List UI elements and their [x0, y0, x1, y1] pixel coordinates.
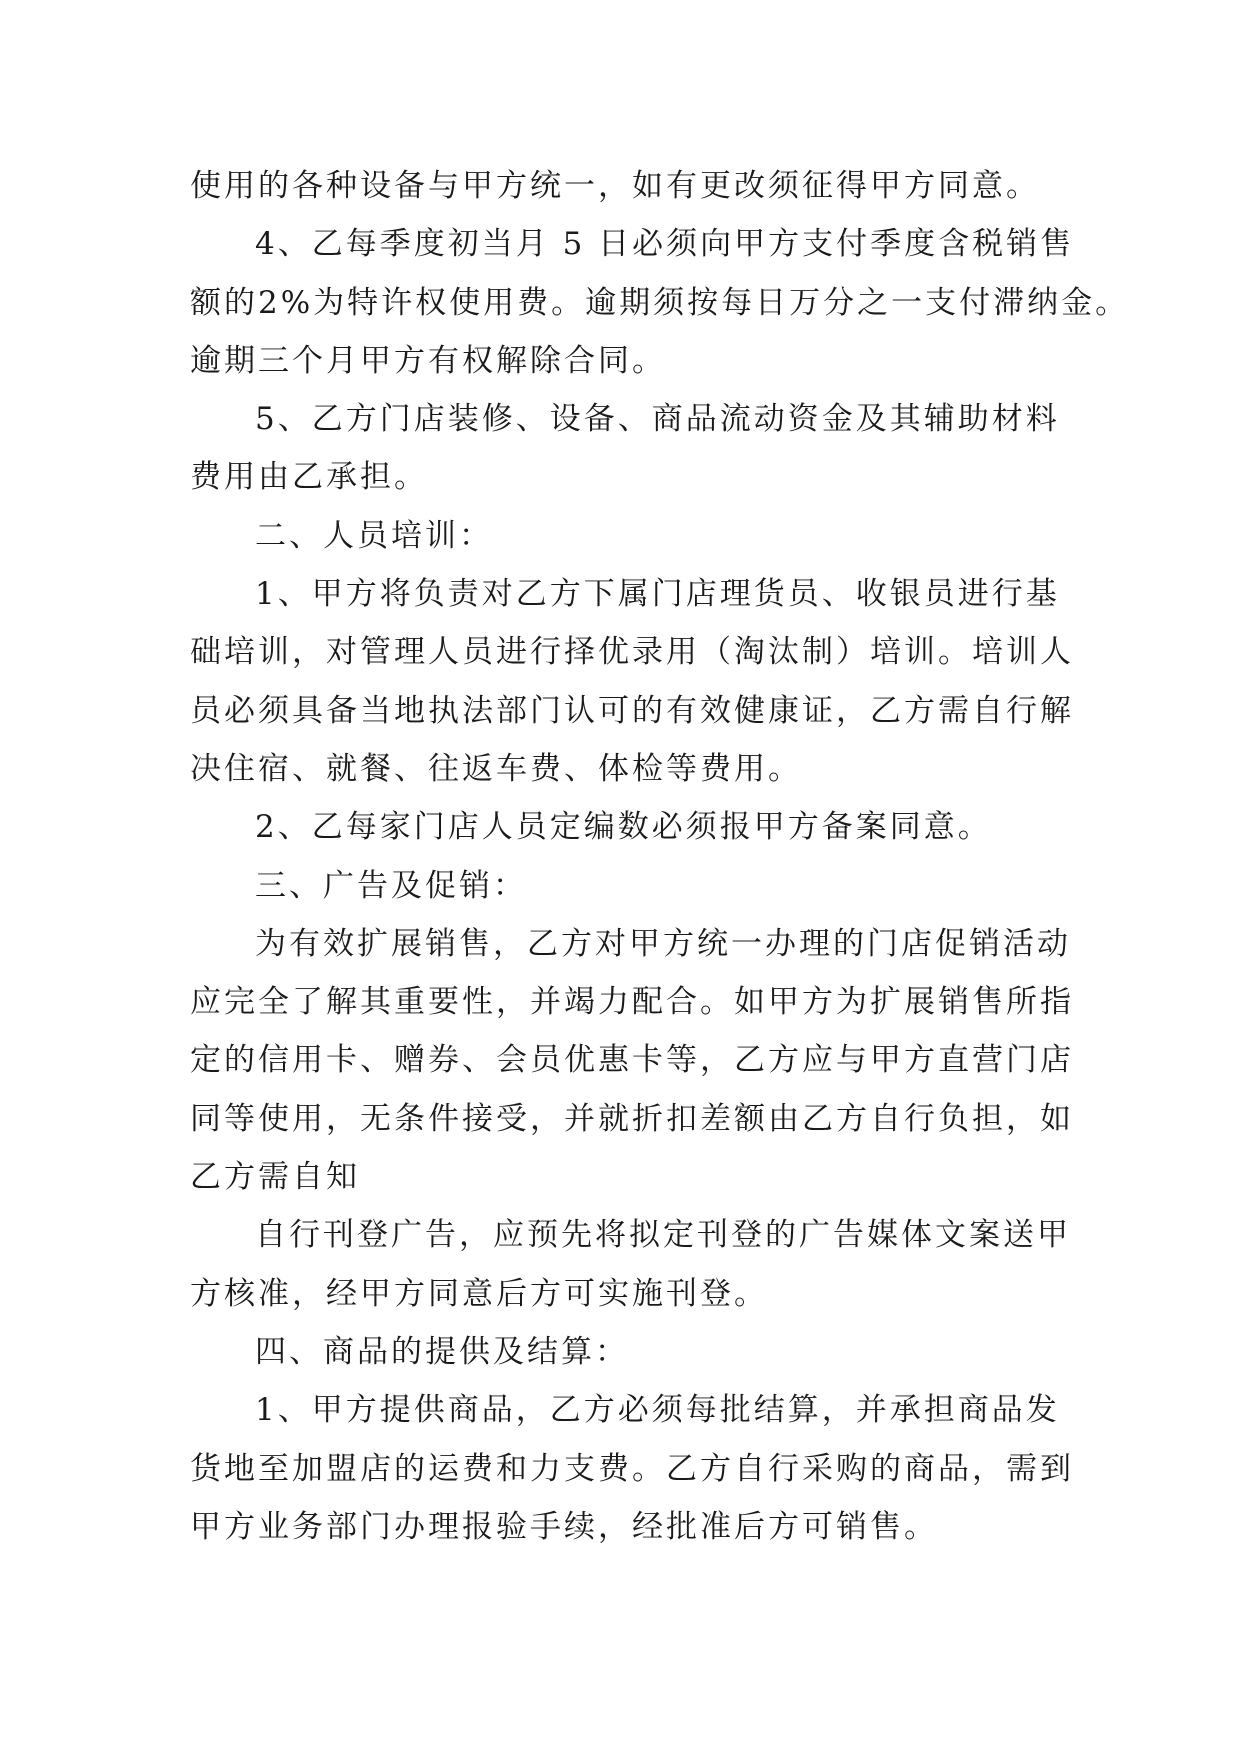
text-line: 费用由乙承担。 [190, 459, 428, 496]
text-line: 自行刊登广告，应预先将拟定刊登的广告媒体文案送甲 [255, 1217, 1071, 1254]
text-line: 1、甲方提供商品，乙方必须每批结算，并承担商品发 [255, 1392, 1060, 1429]
text-line: 使用的各种设备与甲方统一，如有更改须征得甲方同意。 [190, 168, 1040, 204]
text-line: 定的信用卡、赠券、会员优惠卡等，乙方应与甲方直营门店 [190, 1042, 1074, 1079]
text-line: 1、甲方将负责对乙方下属门店理货员、收银员进行基 [255, 576, 1060, 613]
text-line: 2、乙每家门店人员定编数必须报甲方备案同意。 [255, 809, 992, 846]
text-line: 乙方需自知 [190, 1159, 360, 1196]
text-line: 甲方业务部门办理报验手续，经批准后方可销售。 [190, 1508, 938, 1545]
text-line: 逾期三个月甲方有权解除合同。 [190, 342, 666, 379]
text-line: 同等使用，无条件接受，并就折扣差额由乙方自行负担，如 [190, 1100, 1074, 1137]
text-line: 方核准，经甲方同意后方可实施刊登。 [190, 1275, 768, 1312]
section-heading: 三、广告及促销： [255, 867, 527, 904]
text-line: 员必须具备当地执法部门认可的有效健康证，乙方需自行解 [190, 692, 1074, 729]
section-heading: 二、人员培训： [255, 517, 493, 554]
text-line: 决住宿、就餐、往返车费、体检等费用。 [190, 750, 802, 787]
section-heading: 四、商品的提供及结算： [255, 1333, 629, 1370]
text-line: 应完全了解其重要性，并竭力配合。如甲方为扩展销售所指 [190, 984, 1074, 1021]
text-line: 5、乙方门店装修、设备、商品流动资金及其辅助材料 [255, 401, 1060, 438]
text-line: 4、乙每季度初当月 5 日必须向甲方支付季度含税销售 [255, 226, 1075, 263]
text-line: 额的2%为特许权使用费。逾期须按每日万分之一支付滞纳金。 [190, 284, 1130, 321]
text-line: 为有效扩展销售，乙方对甲方统一办理的门店促销活动 [255, 925, 1071, 962]
document-body [190, 157, 1130, 1556]
text-line: 础培训，对管理人员进行择优录用（淘汰制）培训。培训人 [190, 634, 1074, 671]
text-line: 货地至加盟店的运费和力支费。乙方自行采购的商品，需到 [190, 1450, 1074, 1487]
